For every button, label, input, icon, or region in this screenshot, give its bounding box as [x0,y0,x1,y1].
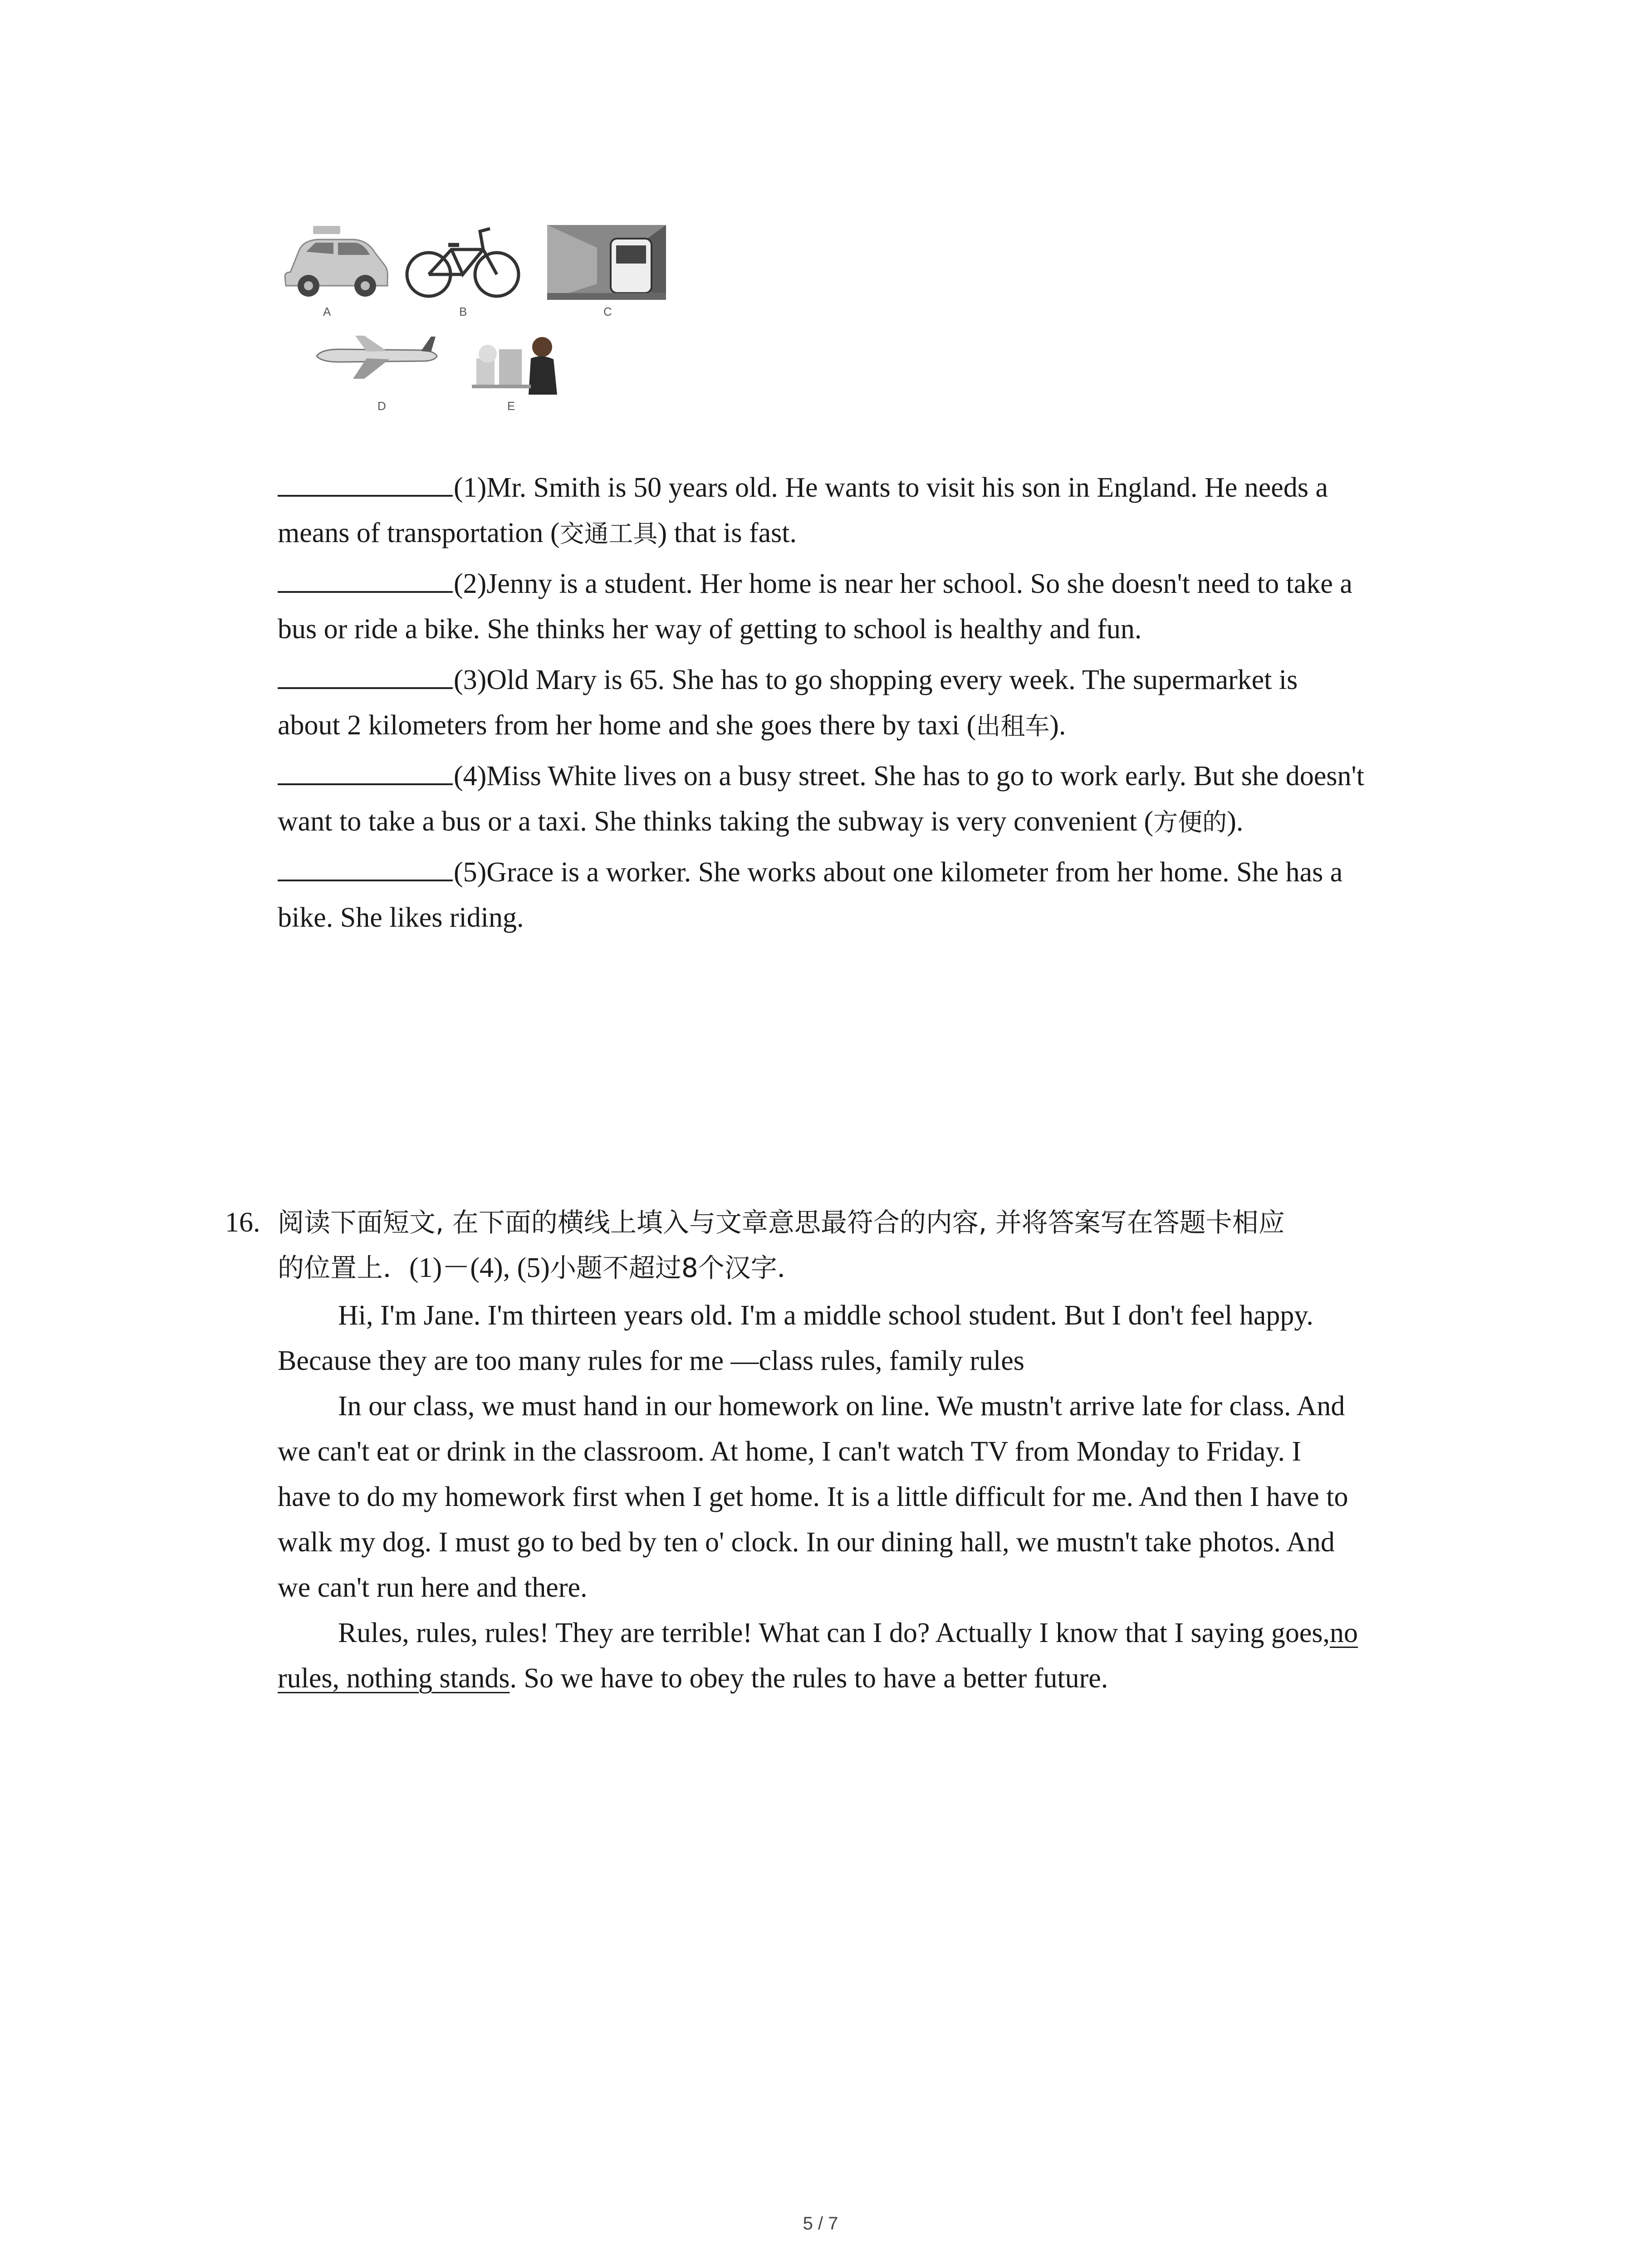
q15-item-3-line-1: (3)Old Mary is 65. She has to go shopping every week. The supermarket is [278,657,1298,703]
question-16-instruction-line-1: 阅读下面短文, 在下面的横线上填入与文章意思最符合的内容, 并将答案写在答题卡相应 [278,1207,1285,1238]
q15-item-1-line-1: (1)Mr. Smith is 50 years old. He wants to visit his son in England. He needs a [278,465,1328,510]
answer-blank-5[interactable] [278,854,453,881]
picture-d [312,331,439,381]
taxi-icon [281,222,390,299]
answer-blank-1[interactable] [278,469,453,497]
q15-item-4-line-2: want to take a bus or a taxi. She thinks taking the subway is very convenient (方便的). [278,806,1244,837]
q15-item-1-line-2: means of transportation (交通工具) that is fast. [278,518,797,548]
underlined-phrase-end: rules, nothing stands [278,1663,510,1694]
picture-c [547,225,666,300]
passage-p2-line-1: In our class, we must hand in our homework on line. We mustn't arrive late for class. And [338,1391,1345,1422]
picture-label-b: B [459,305,467,318]
passage-p3-line-1: Rules, rules, rules! They are terrible! What can I do? Actually I know that I saying goes,no [338,1618,1358,1648]
subway-icon [547,225,666,300]
walking-woman-icon [467,331,563,395]
q15-item-5-line-1: (5)Grace is a worker. She works about one kilometer from her home. She has a [278,850,1342,895]
q15-item-4-line-1: (4)Miss White lives on a busy street. She has to go to work early. But she doesn't [278,753,1364,799]
passage-p2-line-4: walk my dog. I must go to bed by ten o' clock. In our dining hall, we mustn't take photos. And [278,1527,1335,1558]
question-16-number: 16. [225,1207,260,1238]
question-16-instruction-line-2: 的位置上．(1)－(4), (5)小题不超过8个汉字． [278,1252,803,1283]
answer-blank-3[interactable] [278,662,453,689]
answer-blank-4[interactable] [278,758,453,785]
q15-item-5-line-2: bike. She likes riding. [278,902,524,933]
passage-p2-line-2: we can't eat or drink in the classroom. At home, I can't watch TV from Monday to Friday. I [278,1436,1302,1467]
picture-e [467,331,563,395]
q15-item-2-line-1: (2)Jenny is a student. Her home is near her school. So she doesn't need to take a [278,561,1352,606]
passage-p1-line-2: Because they are too many rules for me —class rules, family rules [278,1345,1024,1376]
bicycle-icon [404,222,522,302]
page-number: 5 / 7 [803,2214,838,2234]
picture-label-c: C [603,305,612,318]
passage-p2-line-5: we can't run here and there. [278,1572,588,1603]
picture-b [404,222,522,302]
picture-a [281,222,390,299]
picture-label-a: A [323,305,331,318]
answer-blank-2[interactable] [278,566,453,593]
passage-p1-line-1: Hi, I'm Jane. I'm thirteen years old. I'm a middle school student. But I don't feel happy. [338,1300,1313,1331]
picture-label-e: E [507,399,515,413]
airplane-icon [312,331,439,381]
passage-p2-line-3: have to do my homework first when I get home. It is a little difficult for me. And then I have to [278,1481,1348,1512]
q15-item-2-line-2: bus or ride a bike. She thinks her way of getting to school is healthy and fun. [278,614,1142,645]
underlined-phrase-start: no [1329,1618,1358,1648]
q15-item-3-line-2: about 2 kilometers from her home and she goes there by taxi (出租车). [278,710,1066,741]
picture-label-d: D [377,399,386,413]
passage-p3-line-2: rules, nothing stands. So we have to obey the rules to have a better future. [278,1663,1108,1694]
